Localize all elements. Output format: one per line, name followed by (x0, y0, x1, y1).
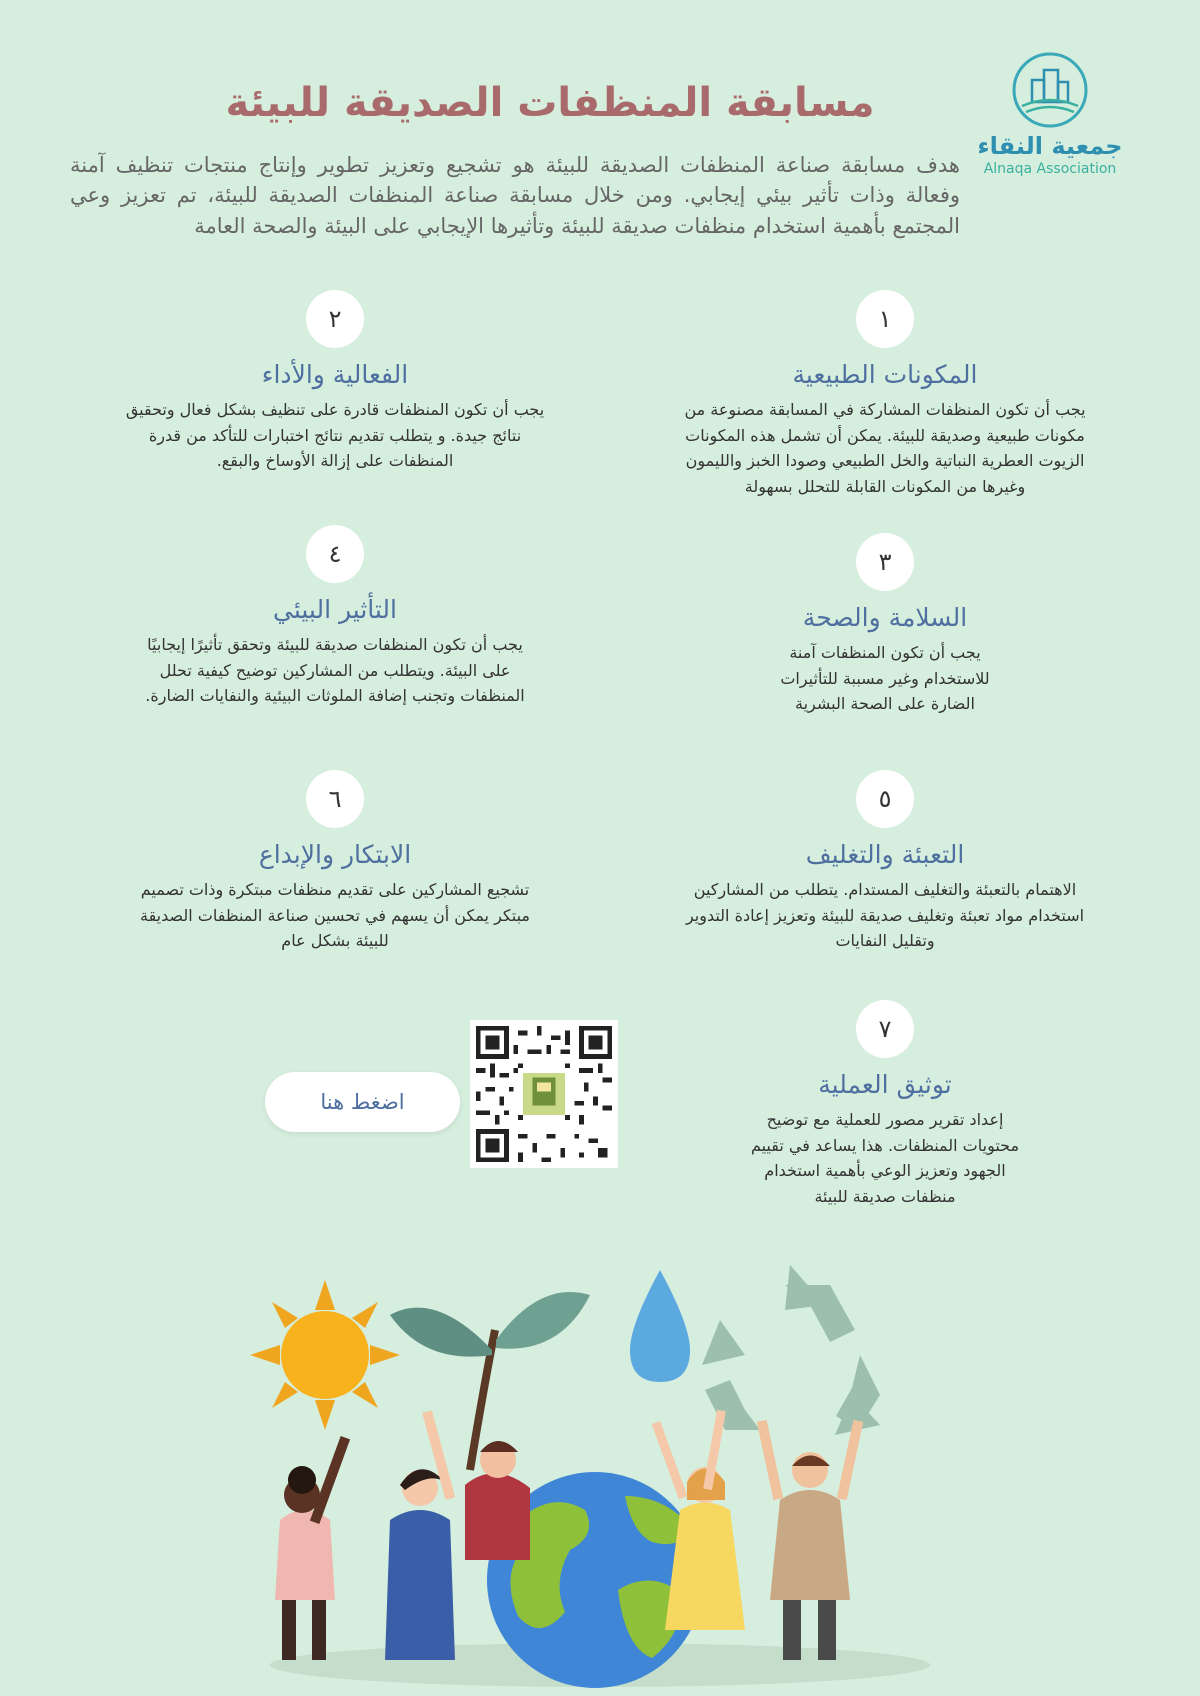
logo-name-ar: جمعية النقاء (977, 132, 1123, 160)
criterion-number-badge: ٦ (306, 770, 364, 828)
qr-code[interactable] (470, 1020, 618, 1168)
criterion-title: التعبئة والتغليف (805, 840, 965, 869)
criterion-effectiveness (110, 290, 560, 474)
criterion-number-badge: ٧ (856, 1000, 914, 1058)
criterion-body: إعداد تقرير مصور للعملية مع توضيح محتويات المنظفات. هذا يساعد في تقييم الجهود وتعزيز الوعي بأهمية استخدام منظفات صديقة للبيئة (750, 1110, 1020, 1206)
criterion-body: يجب أن تكون المنظفات آمنة للاستخدام وغير مسببة للتأثيرات الضارة على الصحة البشرية (780, 643, 990, 714)
person-right-icon (757, 1420, 863, 1660)
criterion-natural-ingredients (660, 290, 1110, 499)
page-title: مسابقة المنظفات الصديقة للبيئة (225, 80, 875, 126)
criterion-body: يجب أن تكون المنظفات قادرة على تنظيف بشكل فعال وتحقيق نتائج جيدة. و يتطلب تقديم نتائج اختبارات للتأكد من قدرة المنظفات على إزالة الأوساخ والبقع. (125, 400, 545, 471)
criterion-title: المكونات الطبيعية (792, 360, 978, 389)
criterion-environmental-impact (110, 525, 560, 709)
association-logo (970, 50, 1130, 190)
sun-icon (250, 1280, 400, 1430)
criterion-title: السلامة والصحة (802, 603, 968, 632)
criterion-title: الابتكار والإبداع (258, 840, 412, 869)
person-left-icon (275, 1436, 350, 1660)
criterion-number-badge: ٤ (306, 525, 364, 583)
criterion-body: الاهتمام بالتعبئة والتغليف المستدام. يتطلب من المشاركين استخدام مواد تعبئة وتغليف صديقة للبيئة وتعزيز إعادة التدوير وتقليل النفايات (685, 880, 1085, 951)
criterion-number-badge: ١ (856, 290, 914, 348)
qr-code-icon (476, 1026, 612, 1162)
criterion-title: التأثير البيئي (273, 595, 397, 624)
criterion-number-badge: ٥ (856, 770, 914, 828)
water-drop-icon (630, 1270, 690, 1382)
person-overalls-icon (385, 1410, 455, 1660)
criterion-documentation (660, 1000, 1110, 1209)
criterion-packaging (660, 770, 1110, 954)
recycle-icon (702, 1265, 880, 1435)
criterion-number-badge: ٢ (306, 290, 364, 348)
criterion-innovation (110, 770, 560, 954)
criterion-safety-health (660, 533, 1110, 717)
intro-paragraph: هدف مسابقة صناعة المنظفات الصديقة للبيئة هو تشجيع وتعزيز تطوير وإنتاج منتجات تنظيف آمنة وفعالة وذات تأثير بيئي إيجابي. ومن خلال مسابقة صناعة المنظفات الصديقة للبيئة، تم تعزيز وعي المجتمع بأهمية استخدام منظفات صديقة للبيئة وتأثيرها الإيجابي على البيئة والصحة العامة (70, 153, 960, 238)
logo-name-en: Alnaqa Association (983, 161, 1117, 177)
criterion-body: يجب أن تكون المنظفات صديقة للبيئة وتحقق تأثيرًا إيجابيًا على البيئة. ويتطلب من المشاركين توضيح كيفية تحلل المنظفات وتجنب إضافة الملوثات البيئية والنفايات الضارة. (145, 635, 525, 706)
criterion-body: تشجيع المشاركين على تقديم منظفات مبتكرة وذات تصميم مبتكر يمكن أن يسهم في تحسين صناعة المنظفات الصديقة للبيئة بشكل عام (140, 880, 530, 951)
criterion-title: توثيق العملية (818, 1070, 952, 1099)
environment-illustration (240, 1260, 960, 1690)
buildings-logo-icon (1010, 50, 1090, 130)
criterion-title: الفعالية والأداء (261, 360, 409, 389)
criterion-body: يجب أن تكون المنظفات المشاركة في المسابقة مصنوعة من مكونات طبيعية وصديقة للبيئة. يمكن أن تشمل هذه المكونات الزيوت العطرية النباتية والخل الطبيعي وصودا الخبز والليمون وغيرها من المكونات القابلة للتحلل بسهولة (684, 400, 1086, 496)
criterion-number-badge: ٣ (856, 533, 914, 591)
click-here-button[interactable]: اضغط هنا (265, 1072, 460, 1132)
